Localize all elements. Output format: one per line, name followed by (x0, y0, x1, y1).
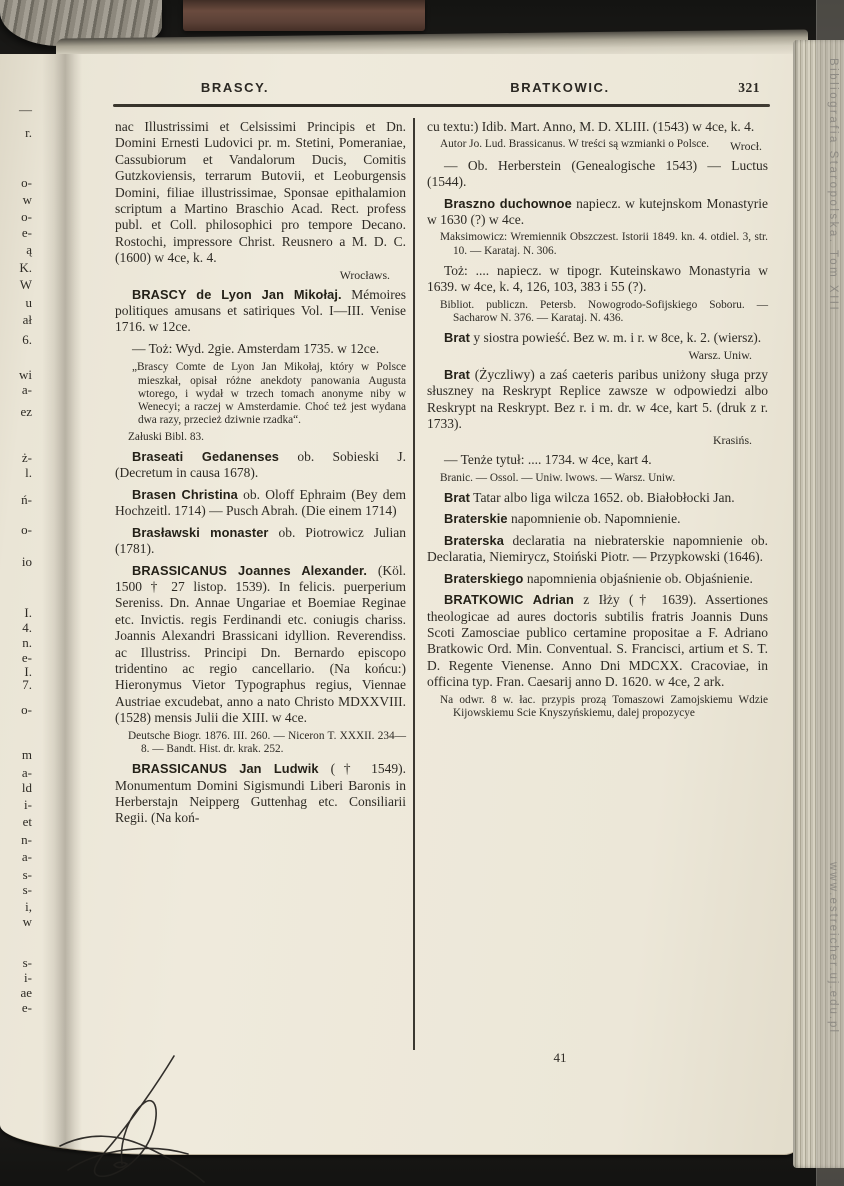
cut-off-text-fragment: ń- (21, 492, 32, 507)
cut-off-text-fragment: ż- (21, 450, 32, 465)
bibliography-entry: Brat y siostra powieść. Bez w. m. i r. w 8ce, k. 2. (wiersz). (444, 330, 762, 346)
entry-headword: Brasen Christina (132, 486, 238, 502)
cut-off-text-fragment: r. (25, 125, 32, 140)
cut-off-text-fragment: i- (24, 970, 32, 985)
entry-headword: Braterskie (444, 511, 508, 527)
page-gutter-shadow (42, 54, 82, 1150)
cut-off-text-fragment: m (21, 747, 32, 762)
cut-off-text-fragment: w (22, 192, 32, 207)
cut-off-text-fragment: i, (25, 899, 32, 914)
cut-off-text-fragment: e- (21, 650, 32, 665)
bibliography-entry: Braterskie napomnienie ob. Napomnienie. (444, 511, 681, 527)
cut-off-text-fragment: i- (24, 797, 32, 812)
paragraph: — Ob. Herberstein (Genealogische 1543) — Luctus (1544). (427, 157, 768, 190)
cut-off-text-fragment: l. (25, 465, 32, 480)
column-left (115, 119, 406, 827)
entry-headword: Brasławski monaster (132, 524, 269, 540)
cut-off-text-fragment: w (22, 914, 32, 929)
left-edge-fragments (0, 0, 36, 1186)
cut-off-text-fragment: a- (21, 765, 32, 780)
cut-off-text-fragment: 7. (22, 677, 32, 692)
cut-off-text-fragment: et (22, 814, 32, 829)
bibliography-entry: BRASCY de Lyon Jan Mikołaj. Mémoires politiques amusans et satiriques Vol. I—III. Venise 1716. w 12ce. (115, 286, 406, 335)
paragraph: cu textu:) Idib. Mart. Anno, M. D. XLIII. (1543) w 4ce, k. 4. (427, 119, 755, 134)
cut-off-text-fragment: n. (22, 635, 32, 650)
entry-headword: Brat (444, 366, 470, 382)
entry-headword: BRASSICANUS Joannes Alexander. (132, 562, 368, 578)
entry-headword: BRASSICANUS Jan Ludwik (132, 761, 319, 777)
cut-off-text-fragment: 4. (22, 620, 32, 635)
paragraph: Autor Jo. Lud. Brassicanus. W treści są wzmianki o Polsce. (440, 138, 710, 151)
column-divider (413, 118, 415, 1050)
entry-headword: Brat (444, 490, 470, 506)
paragraph: — Tenże tytuł: .... 1734. w 4ce, kart 4. (444, 452, 652, 468)
bibliography-entry: Brat Tatar albo liga wilcza 1652. ob. Białobłocki Jan. (444, 490, 735, 506)
bibliography-entry: Braterska declaratia na niebraterskie napomnienie ob. Declaratia, Niemirycz, Stoiński Piotr. — Przypkowski (1646). (427, 532, 768, 565)
cut-off-text-fragment: s- (22, 882, 32, 897)
watermark-strip (816, 0, 844, 1186)
cut-off-text-fragment: wi (19, 367, 32, 382)
bibliography-entry: BRASSICANUS Joannes Alexander. (Köl. 1500 † 27 listop. 1539). In felicis. puerperium Sereniss. Dn. Annae Ungariae et Boemiae Reginae etc. Invictis. regis Ferdinandi etc. coniugis chariss. Joannis Alexandri Brassicani idyllion. Reverendiss. ac Illustriss. Principi Dn. Bernardo episcopo tridentino ac regio cancellario. (Na końcu:) Hieronymus Vietor Typographus regius, Viennae Austriae excudebat, anno a nato Christo MDXXVIII. (1528) mensis Julii die XIII. w 4ce. (115, 562, 406, 726)
entry-headword: BRASCY de Lyon Jan Mikołaj. (132, 286, 342, 302)
bibliography-entry: Braseati Gedanenses ob. Sobieski J. (Decretum in causa 1678). (115, 449, 406, 481)
cut-off-text-fragment: s- (22, 955, 32, 970)
paragraph: Krasińs. (713, 433, 752, 448)
cut-off-text-fragment: ld (21, 780, 32, 795)
column-right (427, 119, 768, 720)
cut-off-text-fragment: 6. (22, 332, 32, 347)
edge-label-bottom: www.estreicher.uj.edu.pl (827, 862, 839, 1035)
running-head-right: BRATKOWIC. (510, 80, 610, 95)
cut-off-text-fragment: e- (21, 225, 32, 240)
page-number: 321 (738, 80, 760, 95)
paragraph: Warsz. Uniw. (688, 347, 752, 362)
paragraph: Wrocł. (730, 138, 762, 153)
entry-headword: Braterskiego (444, 570, 524, 586)
cut-off-text-fragment: io (21, 554, 32, 569)
cut-off-text-fragment: — (19, 102, 32, 117)
header-rule (113, 104, 770, 107)
cut-off-text-fragment: s- (22, 867, 32, 882)
bibliography-entry: Braszno duchownoe napiecz. w kutejnskom Monastyrie w 1630 (?) w 4ce. (427, 195, 768, 227)
paragraph: Branic. — Ossol. — Uniw. lwows. — Warsz. Uniw. (440, 471, 676, 484)
cut-off-text-fragment: o- (21, 522, 32, 537)
bibliography-entry: BRASSICANUS Jan Ludwik († 1549). Monumentum Domini Sigismundi Liberi Baronis in Herberstajn Neipperg Guttenhag etc. Consiliarii Regii. (Na koń- (115, 761, 406, 826)
paragraph: Na odwr. 8 w. łac. przypis prozą Tomaszowi Zamojskiemu Wdzie Kijowskiemu Scie Knyszyńskiemu, dalej propozycye (440, 693, 768, 719)
cut-off-text-fragment: K. (19, 260, 32, 275)
bookmark-ribbon (183, 0, 425, 31)
paragraph: Wrocławs. (339, 267, 390, 282)
paragraph: nac Illustrissimi et Celsissimi Principis et Dn. Domini Ernesti Ludovici pr. m. Stetini, Pomeraniae, Cassubiorum et Vandalorum Ducis, Comitis Gutzkoviensis, terrarum Butovii, et Leoburgensis Domini, filiae illustrissimae, Sponsae epithalamion scriptum a Martino Braschio Acad. Rect. profess publ. et Coll. philosophici pro tempore Decano. Rostochi, impressore Christ. Reusnero a M. D. C. (1600) w 4ce, k. 4. (115, 119, 406, 266)
cut-off-text-fragment: ez (20, 404, 32, 419)
bibliography-entry: Braterskiego napomnienia objaśnienie ob. Objaśnienie. (444, 570, 753, 586)
paragraph: Maksimowicz: Wremiennik Obszczest. Istorii 1849. kn. 4. otdiel. 3, str. 10. — Karataj. N. 306. (440, 231, 768, 257)
entry-headword: Braszno duchownoe (444, 195, 572, 211)
paragraph: Toż: .... napiecz. w tipogr. Kuteinskawo Monastyria w 1639. w 4ce, k. 4, 126, 103, 383 i 55 (?). (427, 262, 768, 295)
cut-off-text-fragment: W (19, 277, 32, 292)
paragraph: Deutsche Biogr. 1876. III. 260. — Niceron T. XXXII. 234—8. — Bandt. Hist. dr. krak. 252. (128, 729, 406, 755)
paragraph: Załuski Bibl. 83. (128, 430, 204, 443)
cut-off-text-fragment: I. (24, 664, 32, 679)
entry-headword: Brat (444, 330, 470, 346)
cut-off-text-fragment: ą (26, 242, 32, 257)
cut-off-text-fragment: o- (21, 702, 32, 717)
paragraph: Bibliot. publiczn. Petersb. Nowogrodo-Sofijskiego Soboru. — Sacharow N. 376. — Karataj. N. 436. (440, 298, 768, 325)
edge-label-top: Bibliografia Staropolska. Tom XIII (827, 58, 839, 313)
cut-off-text-fragment: o- (21, 209, 32, 224)
paragraph: — Toż: Wyd. 2gie. Amsterdam 1735. w 12ce. (132, 340, 380, 356)
cut-off-text-fragment: n- (21, 832, 32, 847)
entry-headword: Braterska (444, 532, 504, 548)
sheet-signature-number: 41 (553, 1050, 567, 1065)
cut-off-text-fragment: ae (20, 985, 32, 1000)
entry-headword: Braseati Gedanenses (132, 449, 280, 465)
bibliography-entry: Brat (Życzliwy) a zaś caeteris paribus uniżony sługa przy słuszney na Reskrypt Replice zawsze w odpowiedzi albo Reskrypt na Reskrypt. Bez r. i m. dr. w 4ce, kart 5. (druk z r. 1733). (427, 366, 768, 431)
running-head-left: BRASCY. (200, 80, 270, 95)
cut-off-text-fragment: u (25, 295, 32, 310)
handwritten-signature (56, 1052, 208, 1184)
bibliography-entry: Brasen Christina ob. Oloff Ephraim (Bey dem Hochzeitl. 1714) — Pusch Abrah. (Die einem 1714) (115, 486, 407, 519)
cut-off-text-fragment: ał (22, 312, 32, 327)
cut-off-text-fragment: a- (21, 382, 32, 397)
entry-headword: BRATKOWIC Adrian (444, 592, 574, 608)
bibliography-entry: Brasławski monaster ob. Piotrowicz Julian (1781). (115, 524, 406, 557)
cut-off-text-fragment: a- (21, 849, 32, 864)
cut-off-text-fragment: I. (24, 605, 32, 620)
bibliography-entry: BRATKOWIC Adrian z Iłży († 1639). Assertiones theologicae ad aures doctoris subtilis fratris Joannis Duns Scoti Zamosciae publico certamine propositae a F. Adriano Bratkowic Ord. Min. Conventual. S. Francisci, artium et S. T. D. Regente Vienense. Anno Dni MDCXX. Cracoviae, in officina typ. Fran. Caesarij anno D. 1620. w 4ce, 2 ark. (427, 592, 769, 690)
paragraph: „Brascy Comte de Lyon Jan Mikołaj, który w Polsce mieszkał, opisał różne anekdoty panowania Augusta wtorego, i wydał w trzech tomach anonyme niby w Wenecyi; a raczej w Amsterdamie. Choć też jest wydana dwa razy, przecież dziwnie rzadka“. (132, 361, 406, 427)
cut-off-text-fragment: o- (21, 175, 32, 190)
cut-off-text-fragment: e- (21, 1000, 32, 1015)
